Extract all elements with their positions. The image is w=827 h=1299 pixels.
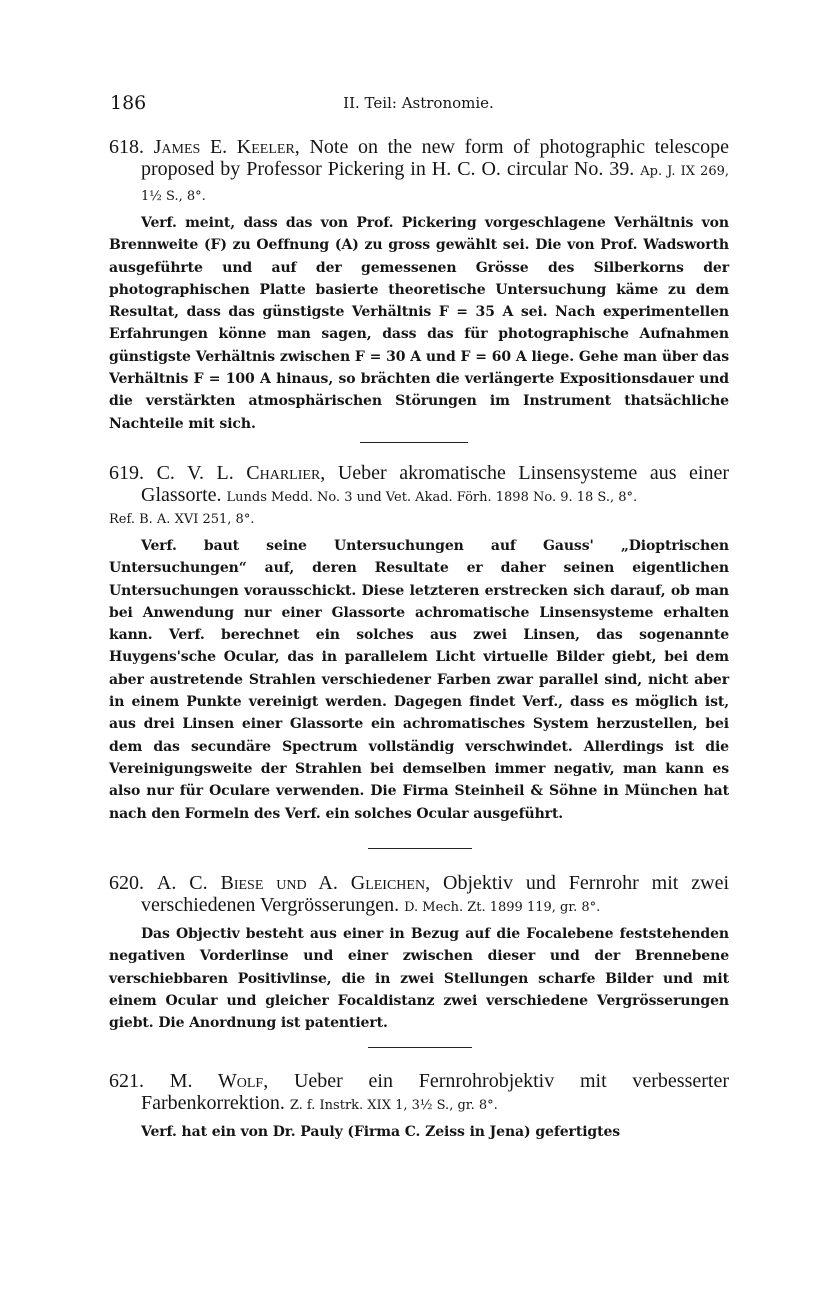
- entry-number: 619.: [109, 462, 144, 484]
- entry-body: Verf. meint, dass das von Prof. Pickering vorgeschlagene Verhältnis von Brennweite (F) zu Oeffnung (A) zu gross gewählt sei. Die von Prof. Wadsworth ausgeführte und auf der gemessenen Grösse des Silberkorns der photographischen Platte basierte theoretische Untersuchung käme zu dem Resultat, dass das günstigste Verhältnis F = 35 A sei. Nach experimentellen Erfahrungen könne man sagen, dass das für photographische Aufnahmen günstigste Verhältnis zwischen F = 30 A und F = 60 A liege. Gehe man über das Verhältnis F = 100 A hinaus, so brächten die verlängerte Expositionsdauer und die verstärkten atmosphärischen Störungen im Instrument thatsächliche Nachteile mit sich.: [109, 215, 729, 432]
- page-number: 186: [110, 92, 147, 114]
- entry-source: Lunds Medd. No. 3 und Vet. Akad. Förh. 1898 No. 9. 18 S., 8°.: [226, 490, 638, 505]
- entry-number: 618.: [109, 136, 144, 158]
- entry-number: 620.: [109, 872, 144, 894]
- entry-618: [109, 136, 729, 435]
- entry-source: D. Mech. Zt. 1899 119, gr. 8°.: [404, 900, 601, 915]
- entry-619: [109, 462, 729, 825]
- separator: [360, 442, 468, 443]
- entry-621: [109, 1070, 729, 1143]
- entry-title: [109, 1070, 729, 1117]
- entry-ref: Ref. B. A. XVI 251, 8°.: [109, 512, 255, 527]
- entry-title-text: Ueber akromatische Linsensysteme aus einer Glassorte.: [141, 462, 730, 506]
- entry-body: Verf. hat ein von Dr. Pauly (Firma C. Zeiss in Jena) gefertigtes: [141, 1124, 621, 1140]
- entry-number: 621.: [109, 1070, 144, 1092]
- entry-title: [109, 462, 729, 531]
- running-head: II. Teil: Astronomie.: [343, 94, 494, 112]
- entry-title-text: Objektiv und Fernrohr mit zwei verschiedenen Vergrösserungen.: [141, 872, 730, 916]
- entry-title-text: Ueber ein Fernrohrobjektiv mit verbesserter Farbenkorrektion.: [141, 1070, 729, 1114]
- entry-title-text: Note on the new form of photographic telescope proposed by Professor Pickering in H. C. O. circular No. 39.: [141, 136, 730, 180]
- page-header: [110, 92, 727, 118]
- entry-author: A. C. Biese und A. Gleichen,: [156, 872, 431, 894]
- entry-title: [109, 136, 729, 208]
- entry-body: Verf. baut seine Untersuchungen auf Gauss' „Dioptrischen Untersuchungen“ auf, deren Resultate er daher seinen eigentlichen Untersuchungen vorausschickt. Diese letzteren erstrecken sich darauf, ob man bei Anwendung nur einer Glassorte achromatische Linsensysteme erhalten kann. Verf. berechnet ein solches aus zwei Linsen, das sogenannte Huygens'sche Ocular, das in parallelem Licht virtuelle Bilder giebt, bei dem aber austretende Strahlen verschiedener Farben zwar parallel sind, nicht aber in einem Punkte vereinigt werden. Dagegen findet Verf., dass es möglich ist, aus drei Linsen einer Glassorte ein achromatisches System herzustellen, bei dem das secundäre Spectrum vollständig verschwindet. Allerdings ist die Vereinigungsweite der Strahlen bei demselben immer negativ, man kann es also nur für Oculare verwenden. Die Firma Steinheil & Söhne in München hat nach den Formeln des Verf. ein solches Ocular ausgeführt.: [109, 538, 729, 822]
- entry-body: Das Objectiv besteht aus einer in Bezug auf die Focalebene feststehenden negativen Vorderlinse und einer zwischen dieser und der Brennebene verschiebbaren Positivlinse, die in zwei Stellungen scharfe Bilder und mit einem Ocular und gleicher Focaldistanz zwei verschiedene Vergrösserungen giebt. Die Anordnung ist patentiert.: [109, 926, 729, 1032]
- entry-title: [109, 872, 729, 919]
- separator: [368, 848, 472, 849]
- entry-source: Ap. J. IX 269, 1½ S., 8°.: [141, 164, 730, 204]
- entry-source: Z. f. Instrk. XIX 1, 3½ S., gr. 8°.: [289, 1098, 498, 1113]
- entry-author: C. V. L. Charlier,: [156, 462, 326, 484]
- entry-author: James E. Keeler,: [153, 136, 300, 158]
- separator: [368, 1047, 472, 1048]
- entry-author: M. Wolf,: [169, 1070, 269, 1092]
- entry-620: [109, 872, 729, 1034]
